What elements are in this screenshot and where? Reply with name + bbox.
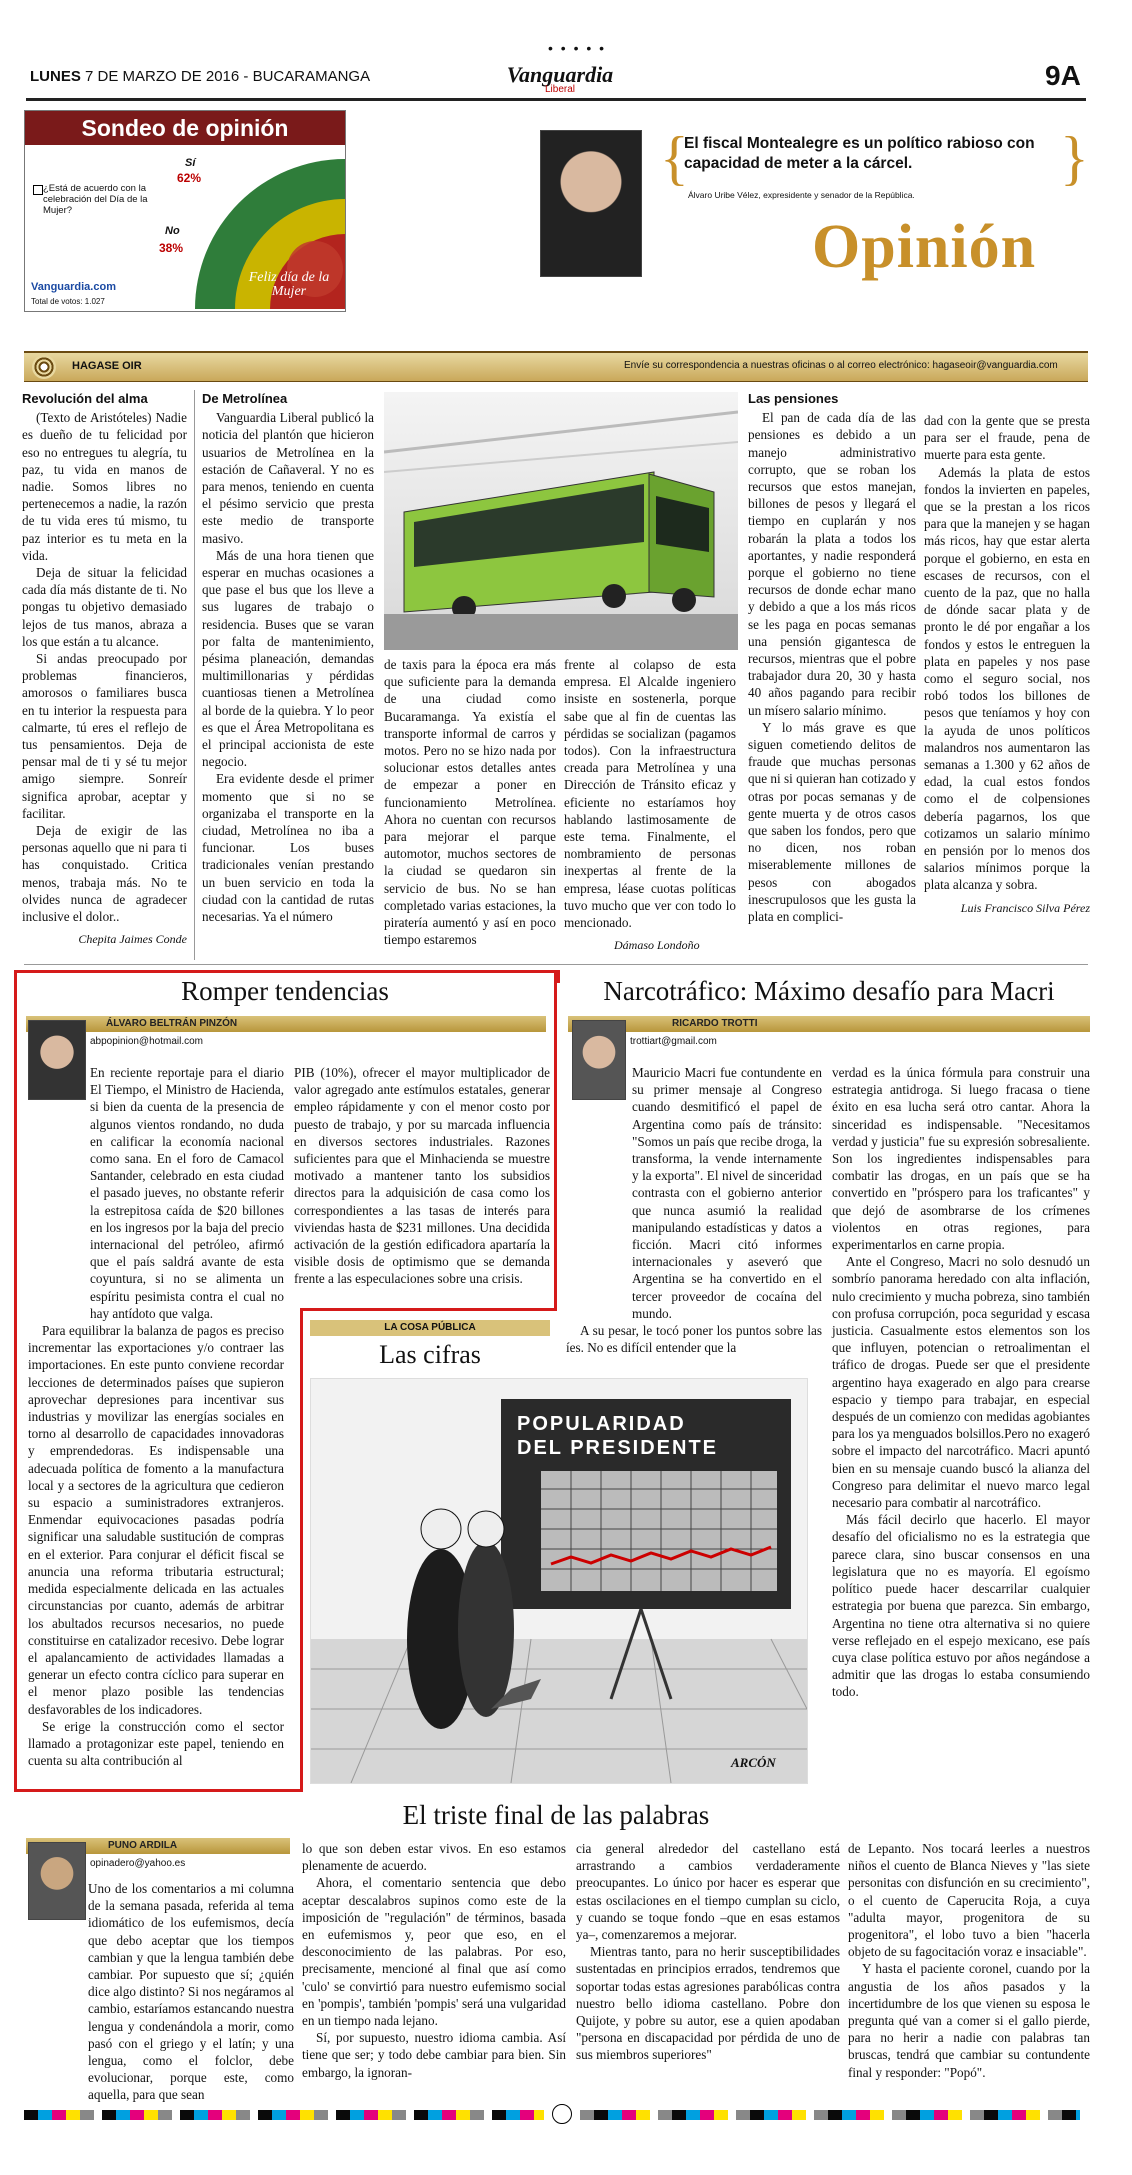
registration-mark-icon xyxy=(552,2104,572,2124)
highlight-frame-step-left xyxy=(300,1308,303,1792)
cartoon-signature: ARCÓN xyxy=(731,1755,776,1770)
narco-headline: Narcotráfico: Máximo desafío para Macri xyxy=(603,976,1055,1006)
letter-pensiones-c2: dad con la gente que se presta para ser el fraude, pena de muerte para esta gente. Además la plata de estos fondos la invierten en papeles, que se la prestan a los ricos para que la manejen y se hagan más ricos, hay que estar alerta porque el gobierno, en esta en escases de recursos, con el cuento de la paz, que no halla de dónde sacar plata y de pronto le dé por engañar a los fondos y estos le entreguen la plata en papeles y nos pase como el seguro social, nos robó todos los billones de pesos que teníamos y hoy con la ayuda de unos políticos malandros nos aumentaron las semanas a 1.300 y 62 años de edad, la cual estos fondos como el de colpensiones debería pagarnos, los que cotizamos un salario mínimo en pensión por lo menos dos salarios mínimos porque la plata alcanza y sobra. Luis Francisco Silva Pérez xyxy=(924,412,1090,917)
letter-title: Las pensiones xyxy=(748,391,839,406)
triste-author: PUNO ARDILA xyxy=(26,1838,290,1854)
narco-col-1: Mauricio Macri fue contundente en su primer mensaje al Congreso cuando desmitificó el papel de Argentina como país de tránsito: "Somos un país que recibe droga, la transforma, la vende internamente y la exporta". El nivel de sinceridad contrasta con el gobierno anterior que nunca asumió la realidad manipulando estadísticas y datos a ficción. Macri citó informes internacionales y aseveró que Argentina se ha convertido en el tercer proveedor de cocaína del mundo. A su pesar, le tocó poner los puntos sobre las íes. No es difícil entender que la xyxy=(566,1065,822,1356)
romper-headline: Romper tendencias xyxy=(181,976,389,1006)
dateline xyxy=(30,68,370,85)
cifras-kicker: LA COSA PÚBLICA xyxy=(310,1320,550,1336)
narco-author: RICARDO TROTTI xyxy=(568,1016,1090,1032)
letter-metrolinea-c2: de taxis para la época era más que suficiente para la demanda de una ciudad como Bucaramanga. Ya existía el transporte informal de carros y motos. Pero no se hizo nada por solucionar estos detalles antes de empezar a poner en funcionamiento Metrolínea. Ahora no cuentan con recursos para mejorar el parque automotor, muchos sectores de la ciudad se quedaron sin servicio de bus. No se han completado varias estaciones, la piratería aumentó y así en poco tiempo estaremos xyxy=(384,657,556,948)
triste-col-4: de Lepanto. Nos tocará leerles a nuestros niños el cuento de Blanca Nieves y "las siete personitas con disfunción en su crecimiento", o el cuento de Caperucita Roja, a cuya "adulta mayor, progenitora de su progenitora", el lobo tuvo a bien "hacerla objeto de su fagocitación voraz e insaciable". Y hasta el paciente coronel, cuando por la angustia de los años pasados y la incertidumbre de los que vienen su esposa le pregunta qué van a comer si el gallo pierde, para no herir a nadie con palabras tan bruscas, tendrá que cambiar su contundente final y responder: "Popó". xyxy=(848,1841,1090,2080)
masthead xyxy=(500,62,620,95)
top-dots: • • • • • xyxy=(548,40,607,56)
masthead-title: Vanguardia xyxy=(506,62,614,87)
romper-author: ÁLVARO BELTRÁN PINZÓN xyxy=(26,1016,546,1032)
bus-illustration xyxy=(384,392,738,650)
hagase-info: Envíe su correspondencia a nuestras oficinas o al correo electrónico: hagaseoir@vanguardia.com xyxy=(624,360,1058,371)
poll-si-value: 62% xyxy=(177,171,202,185)
letter-title: De Metrolínea xyxy=(202,391,288,406)
color-registration-bar xyxy=(24,2110,544,2120)
letter-revolucion: Revolución del alma (Texto de Aristóteles) Nadie es dueño de tu felicidad por eso no entregues tu alegría, tu paz, tu vida en manos de nadie. Somos libres no pertenecemos a nadie, la razón de tu vida eres tú mismo, tu paz interior es tu meta en la vida. Deja de situar la felicidad cada día más distante de ti. No pongas tu objetivo demasiado lejos de tus manos, abraza a los que están a tu alcance. Si andas preocupado por problemas financieros, amorosos o familiares busca en tu interior la respuesta para calmarte, tú eres el reflejo de tus pensamientos. Deja de pensar mal de ti y sé tu mejor amigo siempre. Sonreír significa aprobar, aceptar y facilitar. Deja de exigir de las personas aquello que ni para ti has conquistado. Critica menos, trabaja más. No te olvides nunca de agradecer inclusive el dolor.. Chepita Jaimes Conde xyxy=(22,390,187,949)
quote-attribution: Álvaro Uribe Vélez, expresidente y senador de la República. xyxy=(688,190,915,200)
board-line-2: DEL PRESIDENTE xyxy=(517,1437,718,1459)
letter-signature: Luis Francisco Silva Pérez xyxy=(960,900,1090,915)
quote-close-bracket: } xyxy=(1060,125,1089,191)
poll-total: Total de votos: 1.027 xyxy=(31,297,105,306)
narco-email: trottiart@gmail.com xyxy=(630,1036,717,1047)
cifras-cartoon xyxy=(310,1378,808,1784)
section-title: Opinión xyxy=(812,213,1037,281)
letter-signature: Chepita Jaimes Conde xyxy=(78,932,187,947)
color-registration-bar xyxy=(580,2110,1080,2120)
highlight-frame-bottom xyxy=(14,1789,303,1792)
poll-si-label: Sí xyxy=(185,157,196,169)
poll-site: Vanguardia.com xyxy=(31,281,116,293)
top-rule xyxy=(26,98,1086,101)
poll-question: ¿Está de acuerdo con la celebración del Día de la Mujer? xyxy=(43,183,148,216)
board-line-1: POPULARIDAD xyxy=(517,1413,686,1435)
uribe-photo xyxy=(540,130,642,277)
highlight-frame-left xyxy=(14,970,17,1792)
letter-signature: Dámaso Londoño xyxy=(614,938,700,953)
letter-pensiones: Las pensiones El pan de cada día de las pensiones es debido a un manejo administrativo corrupto, que se roban los recursos que estos manejan, billones de pesos y llegará el tiempo en cuplarán y nos robarán la plata a todos los aportantes, y nadie responderá porque el gobierno no tiene recursos de donde echar mano y debido a que a los más ricos se les paga en pocas semanas una pensión gigantesca de recursos, mientras que el pobre trabajador dura 20, 30 y hasta 40 años pagando para recibir un mísero salario mínimo. Y lo más grave es que siguen cometiendo delitos de fraude que muchas personas que ni si quieran han cotizado y otras por pocas semanas y de gente muerta y de otros casos que saben los fondos, pero que no dicen, nos roban miserablemente millones de pesos con abogados inescrupulosos que les gusta la plata en complici- xyxy=(748,391,916,925)
narco-col-2: verdad es la única fórmula para construir una estrategia antidroga. Si luego fracasa o tiene éxito en esa lucha será otro cantar. Ahora la sinceridad es indispensable. "Necesitamos verdad y justicia" fue su expresión sobresaliente. Son los ingredientes indispensables para combatir las drogas, en un país que se ha convertido en "próspero para los traficantes" y que dejó de asombrarse de los crímenes violentos en otras regiones, para experimentarlos en carne propia. Ante el Congreso, Macri no solo desnudó un sombrío panorama heredado con alta inflación, nulo crecimiento y mucha pobreza, sino también con profusa corrupción, poca seguridad y escasa justicia. Casualmente estos elementos son los que influyen, potencian o retroalimentan el tráfico de drogas. Puede ser que el presidente argentino haya exagerado en algo para crearse espacio y tiempo para trabajar, en especial después de un comienzo con medidas agobiantes para los ya menguados bolsillos.Pero no exageró sobre el impacto del narcotráfico. Macri apuntó bien en su mensaje cuando buscó la alianza del Congreso para delimitar el nuevo marco legal necesario para combatir al narcotráfico. Más fácil decirlo que hacerlo. El mayor desafío del oficialismo no es la estrategia que parece clara, sino buscar consensos en una legislatura que no es mayoría. El egoísmo político puede hacer descarrilar cualquier estrategia por buena que parezca. Sin embargo, Argentina no tiene otra alternativa si no quiere verse reflejado en el espejo mexicano, ese país cuya clase política estuvo por años negándose a admitir que las drogas lo estaba consumiendo todo. xyxy=(832,1065,1090,1700)
hagase-label: HAGASE OIR xyxy=(72,360,142,372)
triste-col-3: cia general alrededor del castellano está arrastrando a cambios verdaderamente preocupantes. Lo único por hacer es esperar que estas oscilaciones en el tiempo cumplan su ciclo, y cuando se toque fondo –que en esas estamos ya–, comenzaremos a mejorar. Mientras tanto, para no herir susceptibilidades sustentadas en principios errados, tendremos que soportar todas estas agresiones parabólicas contra nuestro bello idioma castellano. Pobre don Quijote, y pobre su autor, ese a quien apodaban "persona en discapacidad por pérdida de uno de sus miembros superiores" xyxy=(576,1841,840,2063)
romper-col-2: PIB (10%), ofrecer el mayor multiplicador de valor agregado ante estímulos estatales, generar empleo rápidamente y con el menor costo por puesto de trabajo, y por su marcada influencia en diversos sectores industriales. Razones suficientes para que el Minhacienda se muestre motivado a mantener tanto los subsidios directos para la adquisición de casa como los correspondientes a las tasas de interés para viviendas hasta de $231 millones. Una decidida activación de la gestión edificadora apartaría la visible dosis de optimismo que se demanda frente a las especulaciones sobre una crisis. xyxy=(294,1065,550,1287)
cifras-headline: Las cifras xyxy=(379,1340,481,1369)
column-divider xyxy=(194,390,195,960)
letters-bottom-rule xyxy=(24,964,1088,965)
romper-email: abpopinion@hotmail.com xyxy=(90,1036,203,1047)
letter-title: Revolución del alma xyxy=(22,391,148,406)
dateline-day: LUNES xyxy=(30,68,81,85)
bus-photo xyxy=(384,392,738,650)
letter-metrolinea-c3: frente al colapso de esta empresa. El Alcalde ingeniero insiste en sostenerla, porque sabe que al fin de cuentas las pérdidas se socializan (pagamos todos). Con la infraestructura creada para Metrolínea y una Dirección de Tránsito eficaz y eficiente no estaríamos hoy hablando lastimosamente de este tema. Finalmente, el nombramiento de personas inexpertas al frente de la empresa, léase cuotas políticas tuvo mucho que ver con todo lo mencionado. Dámaso Londoño xyxy=(564,656,736,954)
triste-headline: El triste final de las palabras xyxy=(402,1800,710,1830)
hagase-bar xyxy=(24,351,1088,382)
triste-email: opinadero@yahoo.es xyxy=(90,1858,186,1869)
triste-col-2: lo que son deben estar vivos. En eso estamos plenamente de acuerdo. Ahora, el comentario sentencia que debo aceptar descalabros supinos como este de la imposición de "regulación" de términos, basada en eufemismos y, peor que eso, en el desconocimiento de las palabras. Por eso, precisamente, mencioné al final que así como 'culo' se convirtió para nuestro eufemismo social en 'pompis', también 'pompis' será una vulgaridad en un tiempo nada lejano. Sí, por supuesto, nuestro idioma cambia. Así tiene que ser; y todo debe cambiar para bien. Sin embargo, la ignoran- xyxy=(302,1841,566,2080)
dateline-rest: 7 DE MARZO DE 2016 - BUCARAMANGA xyxy=(85,68,371,85)
speaker-icon xyxy=(32,355,56,379)
checkbox-icon xyxy=(33,185,43,195)
triste-col-1: Uno de los comentarios a mi columna de la semana pasada, referida al tema idiomático de los eufemismos, decía que debo aceptar que los tiempos cambian y que la lengua también debe cambiar. Por supuesto que sí; ¿quién dice algo distinto? Si nos negáramos al cambio, estaríamos estancando nuestra lengua y condenándola a morir, como pasó con el griego y el latín; y una lengua, como el folclor, debe evolucionar, porque este, como aquella, para que sean xyxy=(88,1881,294,2103)
quote-text: El fiscal Montealegre es un político rabioso con capacidad de meter a la cárcel. xyxy=(684,135,1035,172)
romper-col-1: En reciente reportaje para el diario El Tiempo, el Ministro de Hacienda, si bien da cuenta de la presencia de algunos vientos rondando, no duda en calificar la economía nacional como sana. En el foro de Camacol Santander, celebrado en esta ciudad el pasado jueves, no obstante referir la estrepitosa caída de $20 billones en los ingresos por la baja del precio internacional del petróleo, afirmó que el país saldrá avante de esta coyuntura, si no se alimenta un espíritu pesimista contra el cual no hay antídoto que valga. Para equilibrar la balanza de pagos es preciso incrementar las exportaciones y/o contraer las importaciones. En este punto conviene recordar lecciones de determinados países que supieron aprovechar depresiones para incentivar sus industrias y movilizar las energías sociales en torno al desarrollo de capacidades innovadoras y emprendedoras. Es indispensable una adecuada política de fomento a la manufactura local y a sectores de la agricultura que cedieron su espacio a suministradores extranjeros. Enmendar equivocaciones pasadas podría significar una saludable sustitución de compras en el exterior. Para conjurar el déficit fiscal se anuncia una reforma tributaria estructural; medida especialmente delicada en las actuales circunstancias por cuanto, además de arbitrar los abultados recursos necesarios, no puede constituirse en catalizador recesivo. Debe lograr el apalancamiento de actividades llamadas a generar un efecto contra cíclico para superar en el menor plazo posible las tendencias desfavorables de los indicadores. Se erige la construcción como el sector llamado a protagonizar este papel, teniendo en cuenta su alta contribución al xyxy=(28,1065,284,1769)
poll-title: Sondeo de opinión xyxy=(25,111,345,145)
highlight-frame-right xyxy=(554,970,557,1310)
highlight-frame-step-top xyxy=(300,1308,557,1311)
page-number: 9A xyxy=(1045,60,1081,91)
poll-box xyxy=(24,110,346,312)
poll-banner: Feliz día de la Mujer xyxy=(248,270,330,299)
poll-no-label: No xyxy=(165,225,180,237)
poll-no-value: 38% xyxy=(159,241,184,255)
letter-metrolinea: De Metrolínea Vanguardia Liberal publicó la noticia del plantón que hicieron usuarios de Metrolínea en la estación de Cañaveral. Y no es para menos, teniendo en cuenta el pésimo servicio que presta este medio de transporte masivo. Más de una hora tienen que esperar en muchas ocasiones a que pase el bus que los lleve a sus lugares de trabajo o residencia. Buses que se varan por falta de mantenimiento, pésima planeación, demandas multimillonarias y pérdidas cuantiosas tienen a Metrolínea al borde de la quiebra. Y lo peor es que el Área Metropolitana es el principal accionista de este negocio. Era evidente desde el primer momento que si no se organizaba el transporte en la ciudad, Metrolínea no iba a funcionar. Los buses tradicionales venían prestando un buen servicio en toda la ciudad con la cantidad de rutas necesarias. Ya el número xyxy=(202,391,374,925)
masthead-sub: Liberal xyxy=(544,84,576,95)
quote-open-bracket: { xyxy=(660,125,689,191)
